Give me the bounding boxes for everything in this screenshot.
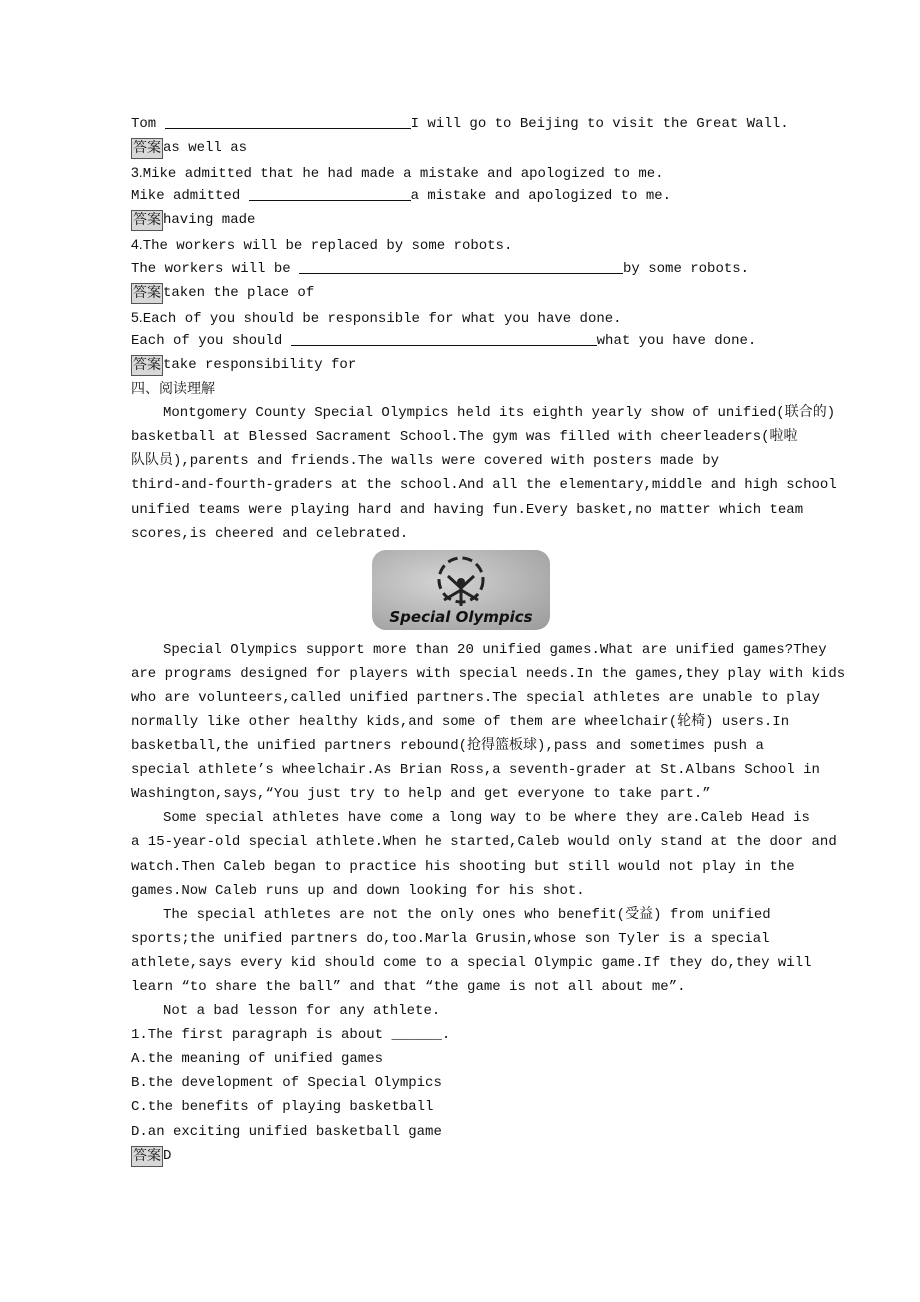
passage-line: basketball at Blessed Sacrament School.The gym was filled with cheerleaders(啦啦 [131, 429, 798, 446]
q4-line [131, 257, 791, 281]
q4-prefix: The workers will be [131, 260, 300, 277]
q2-prefix: Tom [131, 116, 165, 132]
answer-text: having made [163, 212, 256, 229]
passage-line: learn “to share the ball” and that “the game is not all about me”. [131, 979, 686, 995]
passage-line: scores,is cheered and celebrated. [131, 525, 409, 542]
answer-line [131, 353, 791, 377]
passage-line: Special Olympics support more than 20 unified games.What are unified games?They [163, 641, 827, 658]
passage-line: third-and-fourth-graders at the school.And all the elementary,middle and high school [131, 477, 837, 494]
special-olympics-logo [372, 550, 550, 630]
passage-line: are programs designed for players with special needs.In the games,they play with kids [131, 665, 846, 682]
passage-line: watch.Then Caleb began to practice his shooting but still would not play in the [131, 858, 795, 875]
passage-line: basketball,the unified partners rebound(抢得篮板球),pass and sometimes push a [131, 738, 764, 755]
passage-line: The special athletes are not the only ones who benefit(受益) from unified [163, 906, 771, 923]
answer-text: D [163, 1147, 172, 1164]
passage-line: unified teams were playing hard and having fun.Every basket,no matter which team [131, 501, 804, 518]
q5-text: Each of you should be responsible for what you have done. [142, 310, 622, 327]
option-c: C.the benefits of playing basketball [131, 1099, 434, 1116]
answer-badge: 答案 [131, 1146, 163, 1167]
q3-suffix: a mistake and apologized to me. [410, 188, 672, 205]
answer-text: as well as [163, 140, 248, 157]
question-stem: 1.The first paragraph is about ______. [131, 1027, 451, 1044]
answer-line [131, 208, 791, 232]
q3-original [131, 160, 791, 184]
answer-badge: 答案 [131, 283, 163, 304]
option-d: D.an exciting unified basketball game [131, 1123, 442, 1140]
answer-badge: 答案 [131, 138, 163, 159]
passage-line: 队队员),parents and friends.The walls were covered with posters made by [131, 453, 720, 470]
option-a: A.the meaning of unified games [131, 1051, 384, 1068]
answer-line [131, 1144, 791, 1168]
q4-suffix: by some robots. [623, 260, 750, 277]
passage-line: Washington,says,“You just try to help and get everyone to take part.” [131, 786, 711, 803]
answer-text: take responsibility for [163, 356, 357, 373]
q5-prefix: Each of you should [131, 332, 291, 349]
passage-line: a 15-year-old special athlete.When he started,Caleb would only stand at the door and [131, 834, 837, 851]
passage-line: sports;the unified partners do,too.Marla Grusin,whose son Tyler is a special [131, 930, 770, 947]
passage-line: Some special athletes have come a long way to be where they are.Caleb Head is [163, 810, 810, 827]
document-content [131, 112, 846, 1168]
q4-number: 4. [131, 236, 143, 253]
answer-badge: 答案 [131, 355, 163, 376]
q3-prefix: Mike admitted [131, 188, 249, 205]
paragraph-1 [131, 401, 837, 546]
passage-line: who are volunteers,called unified partners.The special athletes are unable to play [131, 689, 820, 706]
passage-line: special athlete’s wheelchair.As Brian Ross,a seventh-grader at St.Albans School in [131, 762, 820, 779]
paragraph-4 [131, 903, 812, 999]
q2-line [131, 112, 791, 136]
logo-text: Special Olympics [389, 607, 533, 626]
passage-line: athlete,says every kid should come to a special Olympic game.If they do,they will [131, 954, 812, 971]
q5-number: 5. [131, 308, 143, 325]
blank [249, 186, 411, 201]
section-heading: 四、阅读理解 [131, 381, 215, 398]
paragraph-2 [131, 638, 846, 807]
q3-text: Mike admitted that he had made a mistake and apologized to me. [142, 166, 664, 183]
q3-line [131, 184, 791, 208]
q4-original [131, 232, 791, 256]
q5-suffix: what you have done. [596, 332, 757, 349]
q4-text: The workers will be replaced by some robots. [142, 238, 513, 255]
answer-badge: 答案 [131, 210, 163, 231]
q3-number: 3. [131, 164, 143, 181]
blank [291, 331, 597, 346]
option-b: B.the development of Special Olympics [131, 1075, 442, 1092]
answer-line [131, 281, 791, 305]
q5-line [131, 329, 791, 353]
passage-line: games.Now Caleb runs up and down looking for his shot. [131, 882, 585, 899]
q2-suffix: I will go to Beijing to visit the Great Wall. [410, 116, 789, 132]
blank [165, 114, 411, 129]
q5-original [131, 305, 791, 329]
passage-line: normally like other healthy kids,and some of them are wheelchair(轮椅) users.In [131, 713, 790, 730]
question-1 [131, 1023, 791, 1168]
passage-line: Montgomery County Special Olympics held its eighth yearly show of unified(联合的) [163, 405, 836, 422]
answer-line [131, 136, 791, 160]
paragraph-3 [131, 806, 837, 902]
blank [299, 259, 623, 274]
answer-text: taken the place of [163, 284, 315, 301]
paragraph-5 [131, 999, 791, 1023]
passage-line: Not a bad lesson for any athlete. [163, 1003, 441, 1020]
